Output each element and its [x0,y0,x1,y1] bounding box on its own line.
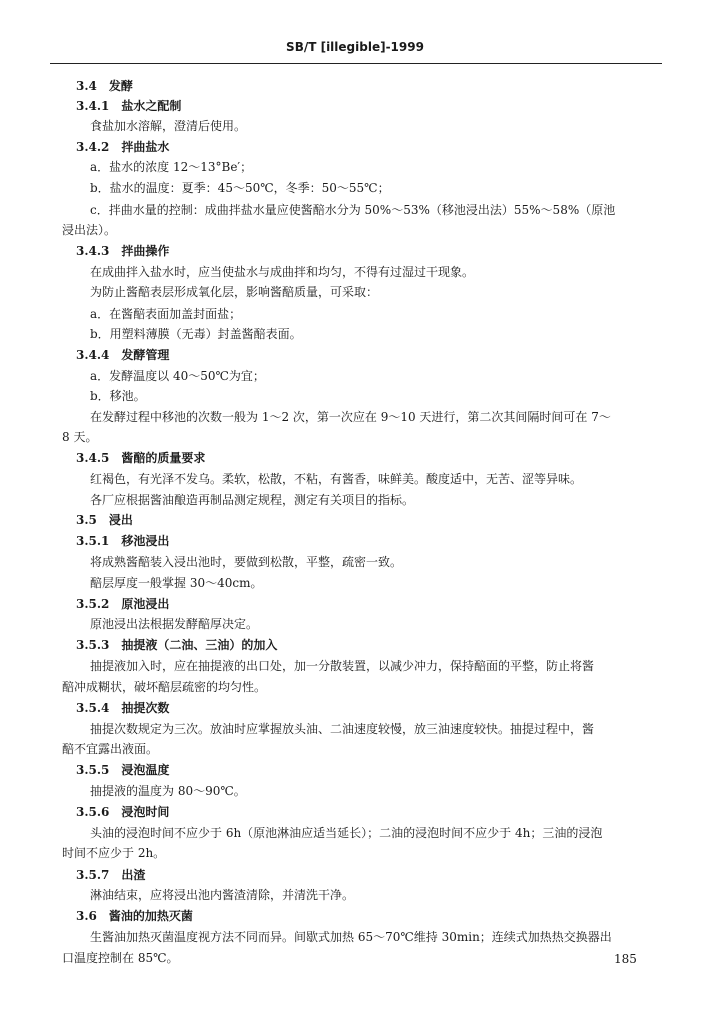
paragraph-line: 红褐色，有光泽不发乌。柔软，松散，不粘，有酱香，味鲜美。酸度适中，无苦、涩等异味。 [90,472,583,486]
list-item: a．发酵温度以 40～50℃为宜； [90,369,265,383]
clause-heading: 3.4.5 酱醅的质量要求 [76,451,206,465]
clause-heading: 3.5.5 浸泡温度 [76,763,170,777]
list-item: b．移池。 [90,389,146,403]
paragraph-line: 醅层厚度一般掌握 30～40cm。 [90,576,263,590]
paragraph-line: 生酱油加热灭菌温度视方法不同而异。间歇式加热 65～70℃维持 30min；连续式加热热交换器出 [90,930,612,944]
paragraph-line: 原池浸出法根据发酵醅厚决定。 [90,617,259,631]
clause-heading: 3.5.4 抽提次数 [76,701,170,715]
paragraph-line: 时间不应少于 2h。 [62,846,166,860]
clause-heading: 3.4.2 拌曲盐水 [76,140,170,154]
clause-heading: 3.4.3 拌曲操作 [76,244,170,258]
paragraph-line: 头油的浸泡时间不应少于 6h（原池淋油应适当延长）；二油的浸泡时间不应少于 4h；三油的浸泡 [90,826,603,840]
list-item: b．用塑料薄膜（无毒）封盖酱醅表面。 [90,327,302,341]
paragraph-line: 口温度控制在 85℃。 [62,951,179,965]
clause-heading: 3.5.7 出渣 [76,868,146,882]
paragraph-line: 淋油结束，应将浸出池内酱渣清除，并清洗干净。 [90,888,355,902]
list-item: b．盐水的温度：夏季：45～50℃，冬季：50～55℃； [90,181,390,195]
running-header: SB/T [illegible]-1999 [286,40,424,54]
paragraph-line: 食盐加水溶解，澄清后使用。 [90,119,247,133]
section-heading: 3.4 发酵 [76,79,133,93]
paragraph-line: 各厂应根据酱油酿造再制品测定规程，测定有关项目的指标。 [90,493,415,507]
paragraph-line: 抽提液的温度为 80～90℃。 [90,784,246,798]
paragraph-line: 在发酵过程中移池的次数一般为 1～2 次，第一次应在 9～10 天进行，第二次其间隔时间可在 7～ [90,410,611,424]
paragraph-line: 将成熟酱醅装入浸出池时，要做到松散，平整，疏密一致。 [90,555,403,569]
list-item: c．拌曲水量的控制：成曲拌盐水量应使酱醅水分为 50%～53%（移池浸出法）55%～58%（原池 [90,203,616,217]
paragraph-line: 在成曲拌入盐水时，应当使盐水与成曲拌和均匀，不得有过湿过干现象。 [90,265,475,279]
paragraph-line: 醅冲成糊状，破坏醅层疏密的均匀性。 [62,680,267,694]
list-item: a．盐水的浓度 12～13°Be′； [90,160,253,174]
clause-heading: 3.5.2 原池浸出 [76,597,170,611]
clause-heading: 3.4.1 盐水之配制 [76,99,182,113]
paragraph-line: 8 天。 [62,430,98,444]
section-heading: 3.5 浸出 [76,513,133,527]
clause-heading: 3.5.3 抽提液（二油、三油）的加入 [76,638,278,652]
list-item: a．在酱醅表面加盖封面盐； [90,307,242,321]
paragraph-line: 为防止酱醅表层形成氧化层，影响酱醅质量，可采取： [90,285,379,299]
clause-heading: 3.5.1 移池浸出 [76,534,170,548]
paragraph-line: 抽提液加入时，应在抽提液的出口处，加一分散装置，以减少冲力，保持醅面的平整，防止将酱 [90,659,595,673]
page-number: 185 [614,952,637,966]
paragraph-line: 抽提次数规定为三次。放油时应掌握放头油、二油速度较慢，放三油速度较快。抽提过程中，酱 [90,722,595,736]
paragraph-line: 醅不宜露出液面。 [62,742,159,756]
section-heading: 3.6 酱油的加热灭菌 [76,909,193,923]
header-rule [50,63,662,64]
paragraph-line: 浸出法）。 [62,223,117,237]
clause-heading: 3.4.4 发酵管理 [76,348,170,362]
clause-heading: 3.5.6 浸泡时间 [76,805,170,819]
